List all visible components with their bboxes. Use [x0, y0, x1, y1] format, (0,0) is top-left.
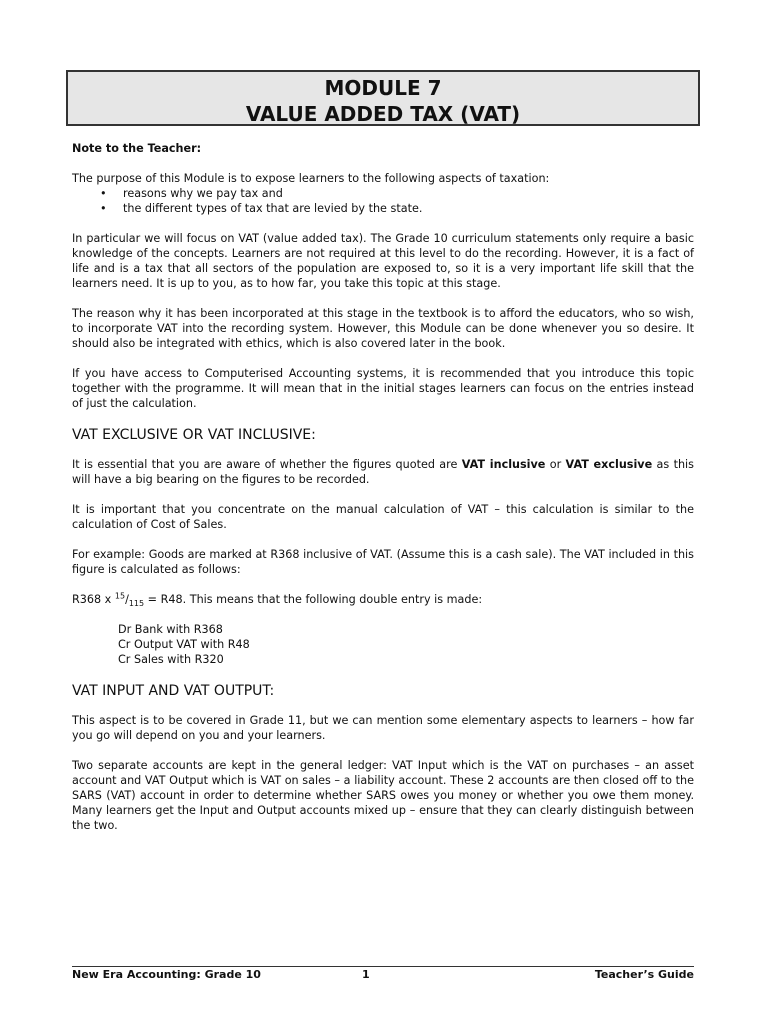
fraction-denominator: 115: [128, 599, 145, 609]
page-number: 1: [362, 968, 370, 981]
entry-line: Cr Output VAT with R48: [118, 638, 250, 651]
section-heading-vat-input-output: VAT INPUT AND VAT OUTPUT:: [72, 683, 275, 699]
list-item: • reasons why we pay tax and: [123, 186, 694, 201]
double-entry-list: [118, 622, 694, 667]
entry-line: Cr Sales with R320: [118, 653, 224, 666]
paragraph-manual-calculation: It is important that you concentrate on the manual calculation of VAT – this calculation is similar to the calculation of Cost of Sales.: [72, 503, 694, 531]
paragraph-grade11: This aspect is to be covered in Grade 11, but we can mention some elementary aspects to learners – how far you go will depend on you and your learners.: [72, 714, 694, 742]
page-footer: [72, 966, 694, 982]
vat-inclusive-term: VAT inclusive: [461, 458, 546, 471]
footer-book-title: New Era Accounting: Grade 10: [72, 968, 261, 981]
section-heading-vat-exclusive: VAT EXCLUSIVE OR VAT INCLUSIVE:: [72, 427, 316, 443]
fraction-numerator: 15: [114, 591, 126, 601]
footer-guide-label: Teacher’s Guide: [594, 968, 694, 981]
note-heading: Note to the Teacher:: [72, 142, 202, 155]
module-number: MODULE 7: [324, 76, 442, 100]
vat-exclusive-term: VAT exclusive: [565, 458, 653, 471]
paragraph-incorporation: The reason why it has been incorporated at this stage in the textbook is to afford the educators, who so wish, to incorporate VAT into the recording system. However, this Module can be done whenever you so desire. It should also be integrated with ethics, which is also covered later in the book.: [72, 307, 694, 350]
paragraph-inclusive-exclusive: It is essential that you are aware of whether the figures quoted are VAT inclusive or VAT exclusive as this will have a big bearing on the figures to be recorded.: [72, 458, 694, 486]
paragraph-ledger-accounts: Two separate accounts are kept in the general ledger: VAT Input which is the VAT on purchases – an asset account and VAT Output which is VAT on sales – a liability account. These 2 accounts are then closed off to the SARS (VAT) account in order to determine whether SARS owes you money or whether you owe them money. Many learners get the Input and Output accounts mixed up – ensure that they can clearly distinguish between the two.: [72, 759, 694, 832]
paragraph-computerised: If you have access to Computerised Accounting systems, it is recommended that you introduce this topic together with the programme. It will mean that in the initial stages learners can focus on the entries instead of just the calculation.: [72, 367, 694, 410]
entry-line: Dr Bank with R368: [118, 623, 223, 636]
intro-paragraph: The purpose of this Module is to expose learners to the following aspects of taxation:: [72, 172, 550, 185]
paragraph-focus-vat: In particular we will focus on VAT (value added tax). The Grade 10 curriculum statements only require a basic knowledge of the concepts. Learners are not required at this level to do the recording. However, it is a fact of life and is a tax that all sectors of the population are exposed to, so it is a very important life skill that the learners need. It is up to you, as to how far, you take this topic at this stage.: [72, 232, 694, 290]
taxation-aspects-list: [72, 186, 694, 216]
module-title-box: [66, 70, 700, 126]
document-body: [72, 141, 694, 848]
paragraph-example: For example: Goods are marked at R368 inclusive of VAT. (Assume this is a cash sale). The VAT included in this figure is calculated as follows:: [72, 548, 694, 576]
list-item: • the different types of tax that are levied by the state.: [123, 201, 694, 216]
module-title: VALUE ADDED TAX (VAT): [245, 102, 521, 126]
vat-calculation: R368 x $^{15}/_{115} = R48$. This means that the following double entry is made:: [72, 591, 483, 609]
